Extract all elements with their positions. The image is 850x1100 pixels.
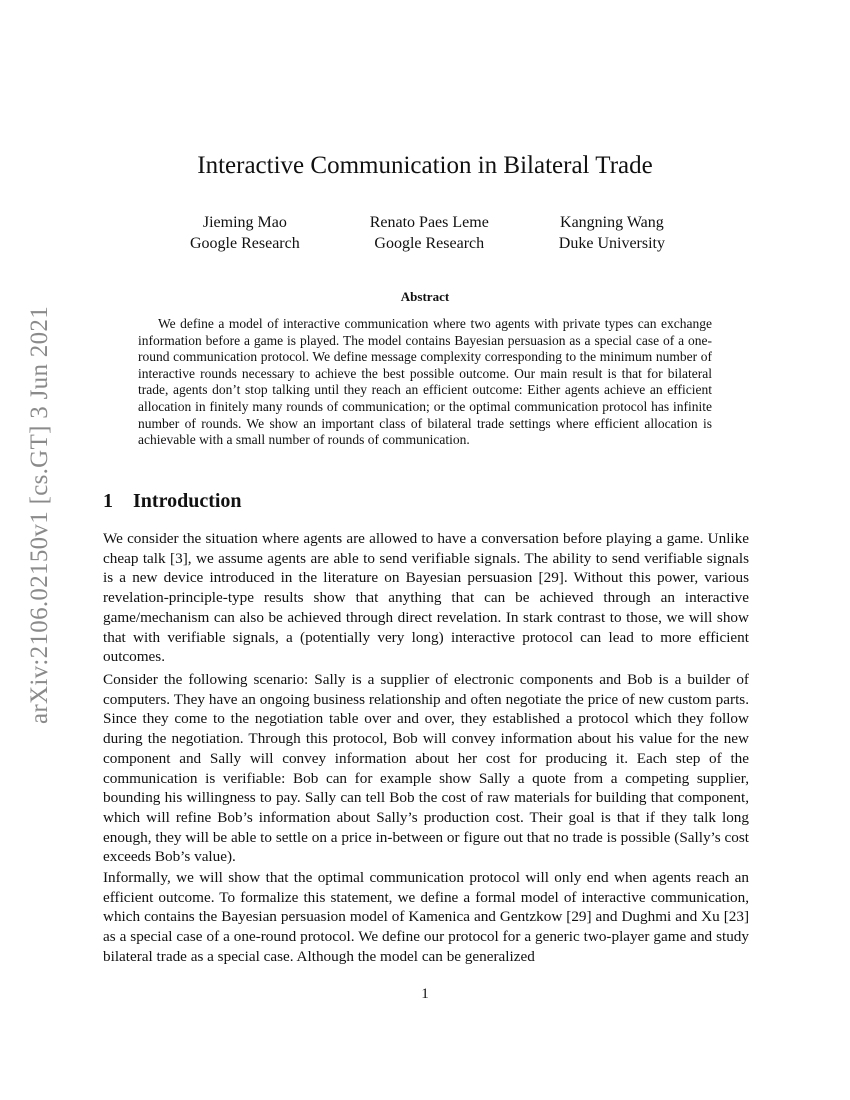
author-block [190,212,300,254]
abstract-text: We define a model of interactive communication where two agents with private types can exchange information before a game is played. The model contains Bayesian persuasion as a special case of a one-round communication protocol. We define message complexity corresponding to the minimum number of interactive rounds necessary to achieve the best possible outcome. Our main result is that for bilateral trade, agents don’t stop talking until they reach an efficient outcome: Either agents achieve an efficient allocation in finitely many rounds of communication; or the optimal communication protocol has infinite number of rounds. We show an important class of bilateral trade settings where efficient allocation is achievable with a small number of rounds of communication. [138,316,712,448]
author-block [559,212,665,254]
author-affiliation: Duke University [558,235,665,252]
arxiv-watermark [22,280,58,750]
section-title: Introduction [133,490,242,512]
author-name: Jieming Mao [202,214,287,231]
section-heading [103,490,242,513]
body-paragraph: Informally, we will show that the optimal communication protocol will only end when agents reach an efficient outcome. To formalize this statement, we define a formal model of interactive communication, which contains the Bayesian persuasion model of Kamenica and Gentzkow [29] and Dughmi and Xu [23] as a special case of a one-round protocol. We define our protocol for a generic two-player game and study bilateral trade as a special case. Although the model can be generalized [103,869,749,965]
arxiv-identifier: arXiv:2106.02150v1 [cs.GT] 3 Jun 2021 [26,306,53,724]
author-name: Kangning Wang [560,214,664,231]
author-affiliation: Google Research [190,235,300,252]
abstract-heading: Abstract [400,289,450,304]
author-list [190,212,665,254]
body-paragraph: Consider the following scenario: Sally is a supplier of electronic components and Bob is a builder of computers. They have an ongoing business relationship and often negotiate the price of new custom parts. Since they come to the negotiation table over and over, they established a protocol which they follow during the negotiation. Through this protocol, Bob will convey information about his value for the new component and Sally will convey information about her cost for producing it. Each step of the communication is verifiable: Bob can for example show Sally a quote from a competing supplier, bounding his willingness to pay. Sally can tell Bob the cost of raw materials for building that component, which will refine Bob’s information about Sally’s production cost. Their goal is that if they talk long enough, they will be able to settle on a price in-between or figure out that no trade is possible (Sally’s cost exceeds Bob’s value). [103,671,749,866]
author-block [370,212,489,254]
paper-title: Interactive Communication in Bilateral Trade [197,152,653,179]
section-number: 1 [103,490,113,512]
page-number: 1 [421,986,429,1002]
body-paragraph: We consider the situation where agents are allowed to have a conversation before playing a game. Unlike cheap talk [3], we assume agents are able to send verifiable signals. The ability to send verifiable signals is a new device introduced in the literature on Bayesian persuasion [29]. Without this power, various revelation-principle-type results show that anything that can be achieved through an interactive game/mechanism can also be achieved through direct revelation. In stark contrast to those, we will show that with verifiable signals, a (potentially very long) interactive protocol can lead to more efficient outcomes. [103,530,749,666]
author-affiliation: Google Research [374,235,485,252]
author-name: Renato Paes Leme [369,214,489,231]
